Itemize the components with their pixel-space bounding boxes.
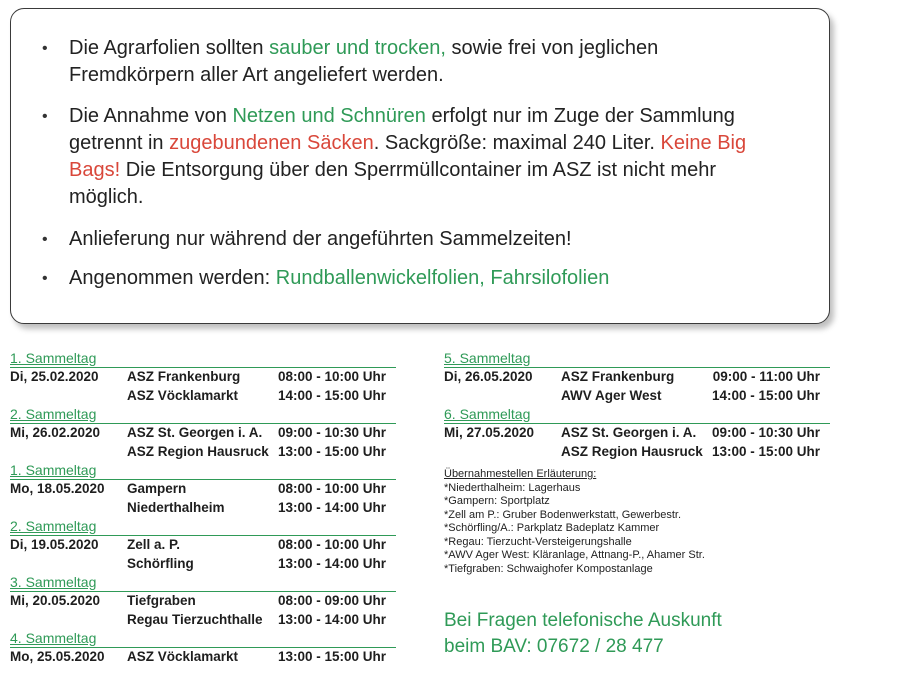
schedule-block <box>10 518 396 574</box>
text: Die Annahme von <box>69 105 233 127</box>
schedule-block <box>10 574 396 630</box>
schedule-row <box>10 611 396 630</box>
time: 08:00 - 09:00 Uhr <box>277 593 386 608</box>
highlight-text: Rundballenwickelfolien, Fahrsilofolien <box>275 267 610 289</box>
explanation-section <box>444 468 705 576</box>
schedule-row <box>10 536 396 555</box>
schedule-block <box>444 350 830 406</box>
info-bullet-times <box>69 226 809 253</box>
time: 13:00 - 14:00 Uhr <box>277 612 386 627</box>
info-bullet-nets <box>69 103 809 211</box>
info-bullet-clean <box>69 35 809 89</box>
explanation-line: *Gampern: Sportplatz <box>444 495 550 507</box>
block-title: 1. Sammeltag <box>10 350 396 368</box>
explanation-line: *Schörfling/A.: Parkplatz Badeplatz Kammer <box>444 522 660 534</box>
date: Mi, 26.02.2020 <box>10 425 101 440</box>
time: 08:00 - 10:00 Uhr <box>277 481 386 496</box>
location: Niederthalheim <box>127 500 225 515</box>
location: ASZ Vöcklamarkt <box>127 388 239 403</box>
contact-line: Bei Fragen telefonische Auskunft <box>444 610 722 631</box>
time: 13:00 - 14:00 Uhr <box>277 500 386 515</box>
block-title: 2. Sammeltag <box>10 518 396 536</box>
block-title: 2. Sammeltag <box>10 406 396 424</box>
location: AWV Ager West <box>561 388 662 403</box>
block-title: 4. Sammeltag <box>10 630 396 648</box>
highlight-text: Netzen und Schnüren <box>232 105 426 127</box>
schedule-block <box>444 406 830 462</box>
time: 13:00 - 15:00 Uhr <box>277 649 386 664</box>
text: . Sackgröße: maximal 240 Liter. <box>373 132 661 154</box>
location: ASZ St. Georgen i. A. <box>127 425 263 440</box>
schedule-row <box>10 648 396 667</box>
schedule-left <box>10 350 396 667</box>
location: ASZ Region Hausruck <box>561 444 703 459</box>
info-box <box>10 8 830 324</box>
date: Mo, 18.05.2020 <box>10 481 105 496</box>
schedule-row <box>444 443 830 462</box>
text: Die Entsorgung über den Sperrmüllcontainer im ASZ ist nicht mehr <box>120 159 716 181</box>
schedule-row <box>10 368 396 387</box>
date: Mi, 20.05.2020 <box>10 593 101 608</box>
schedule-block <box>10 406 396 462</box>
time: 08:00 - 10:00 Uhr <box>277 537 386 552</box>
schedule-row <box>10 592 396 611</box>
time: 14:00 - 15:00 Uhr <box>277 388 386 403</box>
date: Di, 19.05.2020 <box>10 537 99 552</box>
time: 13:00 - 14:00 Uhr <box>277 556 386 571</box>
date: Di, 25.02.2020 <box>10 369 99 384</box>
schedule-row <box>10 387 396 406</box>
location: ASZ Vöcklamarkt <box>127 649 239 664</box>
schedule-block <box>10 350 396 406</box>
text: Angenommen werden: <box>69 267 276 289</box>
text: Die Agrarfolien sollten <box>69 37 270 59</box>
schedule-row <box>444 387 830 406</box>
info-bullet-accepted <box>69 265 809 292</box>
schedule-row <box>444 424 830 443</box>
highlight-text: sauber und trocken, <box>269 37 446 59</box>
schedule-row <box>10 480 396 499</box>
schedule-row <box>10 499 396 518</box>
text: erfolgt nur im Zuge der Sammlung <box>425 105 735 127</box>
location: ASZ St. Georgen i. A. <box>561 425 697 440</box>
schedule-row <box>10 424 396 443</box>
block-title: 6. Sammeltag <box>444 406 830 424</box>
date: Mi, 27.05.2020 <box>444 425 535 440</box>
location: ASZ Frankenburg <box>127 369 241 384</box>
location: Gampern <box>127 481 187 496</box>
block-title: 3. Sammeltag <box>10 574 396 592</box>
schedule-row <box>444 368 830 387</box>
warning-text: Bags! <box>69 159 121 181</box>
time: 09:00 - 10:30 Uhr <box>277 425 386 440</box>
location: Schörfling <box>127 556 194 571</box>
explanation-line: *Zell am P.: Gruber Bodenwerkstatt, Gewerbestr. <box>444 508 682 521</box>
schedule-right <box>444 350 830 462</box>
warning-text: Keine Big <box>660 132 747 154</box>
schedule-row <box>10 443 396 462</box>
location: ASZ Frankenburg <box>561 369 675 384</box>
location: ASZ Region Hausruck <box>127 444 269 459</box>
block-title: 1. Sammeltag <box>10 462 396 480</box>
schedule-block <box>10 462 396 518</box>
time: 09:00 - 11:00 Uhr <box>712 369 820 384</box>
time: 13:00 - 15:00 Uhr <box>277 444 386 459</box>
contact-phone: beim BAV: 07672 / 28 477 <box>444 636 664 657</box>
time: 14:00 - 15:00 Uhr <box>711 388 820 403</box>
schedule-block <box>10 630 396 667</box>
contact-info <box>444 608 722 660</box>
text: möglich. <box>69 186 144 208</box>
explanation-line: *AWV Ager West: Kläranlage, Attnang-P., Ahamer Str. <box>444 549 705 561</box>
location: Tiefgraben <box>127 593 196 608</box>
explanation-line: *Regau: Tierzucht-Versteigerungshalle <box>444 535 632 548</box>
text: Fremdkörpern aller Art angeliefert werden. <box>69 64 444 86</box>
date: Mo, 25.05.2020 <box>10 649 105 664</box>
location: Zell a. P. <box>127 537 181 552</box>
warning-text: zugebundenen Säcken <box>169 132 374 154</box>
text: sowie frei von jeglichen <box>445 37 659 59</box>
text: Anlieferung nur während der angeführten Sammelzeiten! <box>69 228 572 250</box>
location: Regau Tierzuchthalle <box>127 612 263 627</box>
block-title: 5. Sammeltag <box>444 350 830 368</box>
explanation-line: *Tiefgraben: Schwaighofer Kompostanlage <box>444 562 653 575</box>
time: 08:00 - 10:00 Uhr <box>277 369 386 384</box>
explanation-line: *Niederthalheim: Lagerhaus <box>444 481 581 494</box>
date: Di, 26.05.2020 <box>444 369 533 384</box>
schedule-row <box>10 555 396 574</box>
text: getrennt in <box>69 132 170 154</box>
time: 13:00 - 15:00 Uhr <box>711 444 820 459</box>
explanation-title: Übernahmestellen Erläuterung: <box>444 468 597 480</box>
time: 09:00 - 10:30 Uhr <box>711 425 820 440</box>
